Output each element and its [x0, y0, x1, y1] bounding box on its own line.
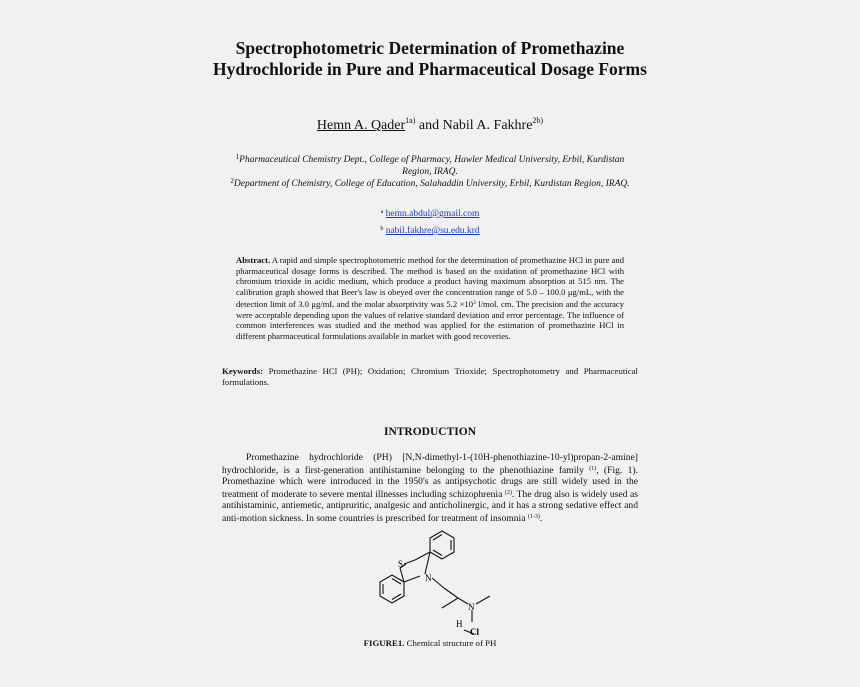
email-2 — [222, 226, 638, 236]
affiliation-1 — [222, 151, 638, 178]
affiliation-2-marker: 2 — [230, 177, 234, 185]
intro-text-4: . — [539, 512, 543, 524]
citation-2: (2) — [504, 489, 512, 496]
abstract-text-b: l/mol. cm. The precision and the accuracy were acceptable depending upon the values of relative standard deviation and error percentage. The influence of common interferences was studied and the method was applied for the estimation of promethazine HCl in different pharmaceutical formulations available in market with good recoveries. — [236, 298, 624, 341]
author-2: Nabil A. Fakhre — [442, 118, 533, 133]
citation-3: (1-3) — [527, 513, 540, 520]
paper-title: Spectrophotometric Determination of Promethazine Hydrochloride in Pure and Pharmaceutical Dosage Forms — [213, 38, 647, 79]
atom-chlorine-label: Cl — [470, 627, 479, 636]
abstract-text-a: A rapid and simple spectrophotometric method for the determination of promethazine HCl in pure and pharmaceutical dosage forms is described. The method is based on the oxidation of promethazine HCl with chromium trioxide in acidic medium, which produce a product having maximum absorption at 515 nm. The calibration graph showed that Beer's law is obeyed over the concentration range of 5.0 – 100.0 μg/mL, with the detection limit of 3.0 μg/mL and the molar absorptivity was 5.2 ×10 — [236, 255, 624, 309]
author-2-marker: 2b) — [532, 116, 544, 125]
section-heading-introduction: INTRODUCTION — [383, 426, 476, 438]
atom-nitrogen-amine-label: N — [468, 602, 475, 612]
email-1-marker: a — [380, 209, 384, 215]
keywords — [222, 366, 638, 388]
affiliation-2 — [222, 175, 638, 190]
email-2-marker: b — [380, 226, 384, 232]
intro-text-1: Promethazine hydrochloride (PH) [N,N-dimethyl-1-(10H-phenothiazine-10-yl)propan-2-amine] hydrochloride, is a first-generation antihistamine belonging to the phenothiazine family — [222, 452, 638, 476]
figure-caption — [222, 638, 638, 648]
intro-text-2: , (Fig. 1). Promethazine which were introduced in the 1950's as antipsychotic drugs are still widely used in the treatment of moderate to severe mental illnesses including schizophrenia — [222, 464, 638, 500]
email-2-link[interactable]: nabil.fakhre@su.edu.krd — [385, 226, 480, 236]
author-joiner: and — [415, 118, 443, 133]
bond-ring-n — [425, 552, 430, 574]
author-1[interactable]: Hemn A. Qader — [316, 118, 406, 133]
author-line — [200, 116, 660, 134]
affiliation-1-marker: 1 — [235, 153, 240, 161]
affiliation-1-text: Pharmaceutical Chemistry Dept., College of Pharmacy, Hawler Medical University, Erbil, Kurdistan Region, IRAQ. — [239, 155, 625, 177]
keywords-text: Promethazine HCl (PH); Oxidation; Chromium Trioxide; Spectrophotometry and Pharmaceutical formulations. — [222, 366, 638, 387]
email-1 — [222, 209, 638, 219]
keywords-label: Keywords: — [222, 366, 264, 376]
author-1-marker: 1a) — [405, 116, 416, 125]
citation-1: (1) — [589, 465, 597, 472]
lower-benzene-ring — [380, 575, 404, 603]
introduction-paragraph — [222, 452, 638, 524]
intro-text-3: . The drug also is widely used as antihistaminic, antiemetic, antipruritic, analgesic and anticholinergic, and it has a strong sedative effect and anti-motion sickness. In some countries is prescribed for treatment of insomnia — [222, 488, 638, 524]
email-1-link[interactable]: hemn.abdul@gmail.com — [385, 209, 480, 219]
upper-benzene-ring — [430, 531, 454, 559]
caption-text: Chemical structure of PH — [404, 638, 497, 648]
abstract-exponent: 3 — [473, 299, 476, 306]
atom-sulfur-label: S — [398, 559, 404, 569]
affiliation-2-text: Department of Chemistry, College of Education, Salahaddin University, Erbil, Kurdistan Region, IRAQ. — [233, 179, 630, 189]
caption-label: FIGURE1. — [363, 638, 405, 648]
abstract — [236, 255, 624, 342]
chemical-structure-figure — [370, 528, 500, 636]
atom-nitrogen-ring-label: N — [425, 573, 432, 583]
abstract-label: Abstract. — [236, 255, 271, 265]
atom-hydrogen-label: H — [456, 619, 463, 629]
